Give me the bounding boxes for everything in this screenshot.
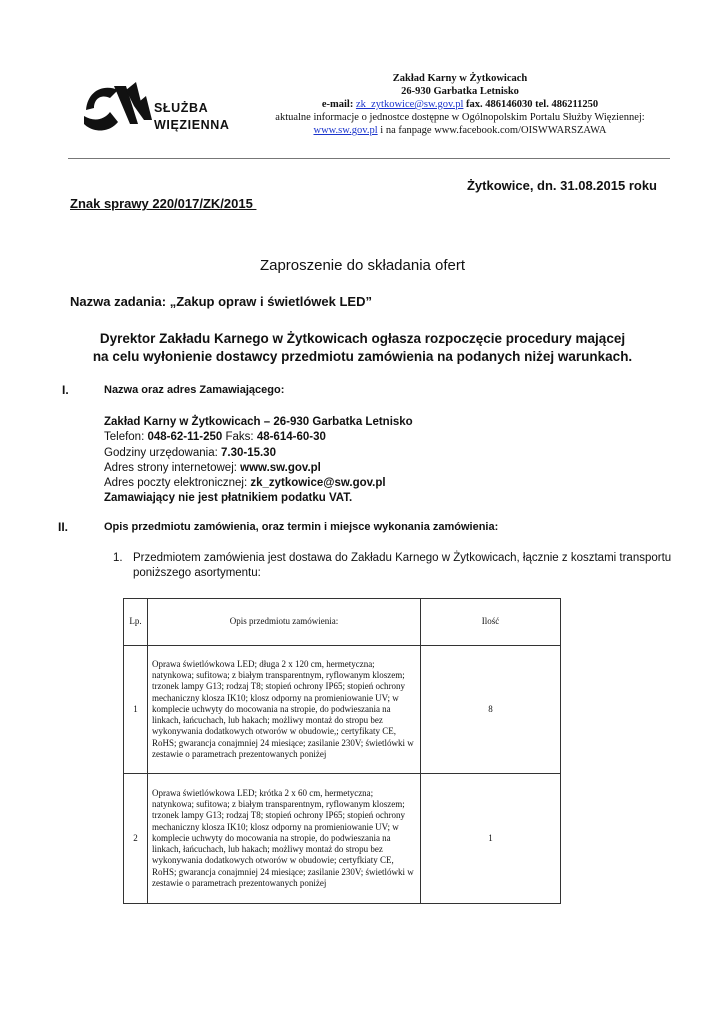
website-value: www.sw.gov.pl (240, 461, 321, 474)
order-specification-table (123, 598, 561, 904)
table-header-row (124, 599, 561, 646)
header-description: Opis przedmiotu zamówienia: (148, 599, 421, 646)
section2-item1 (113, 551, 673, 581)
sluzba-wiezienna-logo (80, 80, 240, 142)
row2-quantity: 1 (421, 774, 561, 904)
website-line (104, 461, 413, 476)
email-line (104, 476, 413, 491)
phone-value: 048-62-11-250 (147, 431, 223, 444)
hours-line (104, 446, 413, 461)
website-label: Adres strony internetowej: (104, 461, 241, 474)
organisation-header (250, 72, 670, 137)
item1-line2: poniższego asortymentu: (133, 567, 261, 579)
contact-line (250, 98, 670, 111)
case-number: Znak sprawy 220/017/ZK/2015 (70, 196, 257, 211)
section1-heading: Nazwa oraz adres Zamawiającego: (104, 384, 285, 396)
table-row (124, 646, 561, 774)
logo-line1: SŁUŻBA (154, 101, 209, 115)
fanpage-text: i na fanpage www.facebook.com/OISWWARSZAWA (380, 125, 607, 136)
info-line: aktualne informacje o jednostce dostępne w Ogólnopolskim Portalu Służby Więziennej: (275, 112, 645, 123)
header-lp: Lp. (124, 599, 148, 646)
phone-fax-line (104, 430, 413, 445)
item1-number: 1. (113, 552, 123, 564)
hours-value: 7.30-15.30 (220, 446, 276, 459)
email-line-label: Adres poczty elektronicznej: (104, 477, 251, 490)
email-value: zk_zytkowice@sw.gov.pl (250, 477, 386, 490)
row1-description: Oprawa świetlówkowa LED; długa 2 x 120 cm, hermetyczna; natynkowa; sufitowa; z białym transparentnym, ryflowanym kloszem; trzonek lampy G13; rodzaj T8; stopień ochrony IP65; stopień ochrony mechaniczny klosza IK10; klosz odporny na promieniowanie UV; w komplecie uchwyty do mocowania na stropie, do podwieszania na linkach, łańcuchach, lub hakach; możliwy montaż do stropu bez wykonywania dodatkowych otworów w obudowie,; certyfikaty CE, RoHS; gwarancja conajmniej 24 miesiące; zasilanie 230V; świetlówki w zestawie o parametrach prezentowanych poniżej (152, 658, 414, 760)
row1-lp: 1 (124, 646, 148, 774)
hours-label: Godziny urzędowania: (104, 446, 221, 459)
row2-description: Oprawa świetlówkowa LED; krótka 2 x 60 cm, hermetyczna; natynkowa; sufitowa; z białym transparentnym, ryflowanym kloszem; trzonek lampy G13; rodzaj T8; stopień ochrony IP65; stopień ochrony mechaniczny klosza IK10; klosz odporny na promieniowanie UV; w komplecie uchwyty do mocowania na stropie, do podwieszania na linkach, łańcuchach, lub hakach; możliwy montaż do stropu bez wykonywania dodatkowych otworów w obudowie; certyfkiaty CE, RoHS; gwarancja conajmniej 24 miesiące; zasilanie 230V; świetlówki w zestawie o parametrach prezentowanych poniżej (152, 787, 414, 889)
email-label: e-mail: (321, 99, 354, 110)
portal-link[interactable]: www.sw.gov.pl (313, 125, 378, 136)
section2-number: II. (58, 520, 69, 534)
row2-description-cell (148, 774, 421, 904)
intro-paragraph (60, 330, 665, 366)
vat-note: Zamawiający nie jest płatnikiem podatku VAT. (104, 492, 353, 505)
fax-value: 48-614-60-30 (256, 431, 326, 444)
item1-line1: Przedmiotem zamówienia jest dostawa do Zakładu Karnego w Żytkowicach, łącznie z kosztami transportu (133, 552, 672, 564)
row1-description-cell (148, 646, 421, 774)
row2-lp: 2 (124, 774, 148, 904)
intro-line1: Dyrektor Zakładu Karnego w Żytkowicach ogłasza rozpoczęcie procedury mającej (99, 331, 626, 346)
date-line: Żytkowice, dn. 31.08.2015 roku (466, 178, 657, 193)
portal-line (250, 124, 670, 137)
org-address: 26-930 Garbatka Letnisko (401, 86, 519, 97)
intro-line2: na celu wyłonienie dostawcy przedmiotu zamówienia na podanych niżej warunkach. (92, 349, 633, 364)
logo-line2: WIĘZIENNA (154, 118, 230, 132)
section1-details (104, 415, 413, 507)
table-row (124, 774, 561, 904)
task-name: Nazwa zadania: „Zakup opraw i świetlówek LED” (70, 294, 372, 309)
org-name: Zakład Karny w Żytkowicach (392, 73, 528, 84)
section1-number: I. (62, 383, 69, 397)
header-quantity: Ilość (421, 599, 561, 646)
document-title: Zaproszenie do składania ofert (259, 257, 466, 274)
fax-label: Faks: (222, 431, 257, 444)
contractor-name-address: Zakład Karny w Żytkowicach – 26-930 Garbatka Letnisko (104, 416, 413, 428)
header-email-link[interactable]: zk_zytkowice@sw.gov.pl (355, 99, 464, 110)
header-divider (68, 158, 670, 159)
phone-label: Telefon: (104, 431, 148, 444)
fax-tel: fax. 486146030 tel. 486211250 (466, 99, 599, 110)
section2-heading: Opis przedmiotu zamówienia, oraz termin i miejsce wykonania zamówienia: (104, 521, 499, 533)
row1-quantity: 8 (421, 646, 561, 774)
